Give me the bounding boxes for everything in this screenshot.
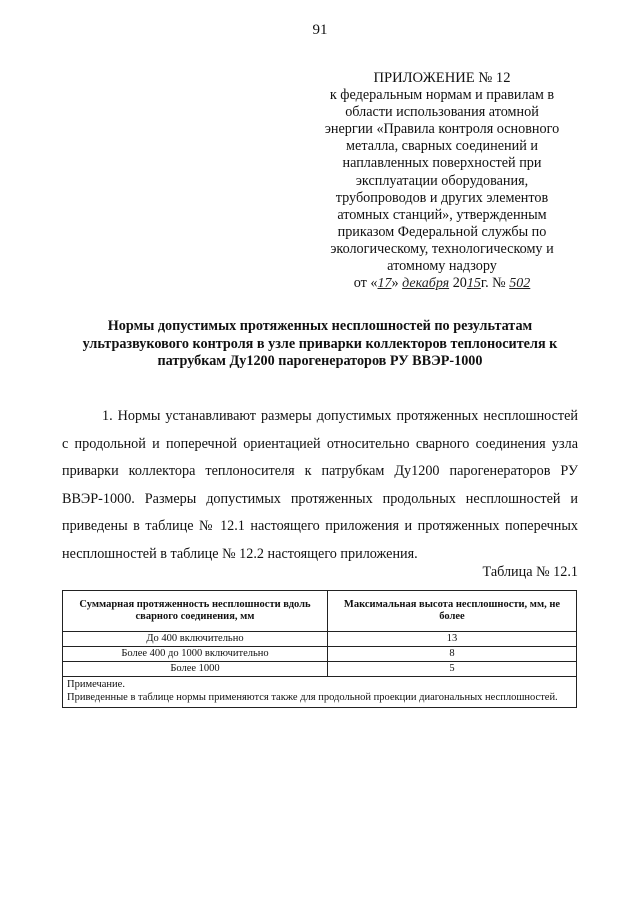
- table-header-length: Суммарная протяженность несплошности вдоль сварного соединения, мм: [63, 591, 328, 632]
- table-cell: 13: [328, 632, 577, 647]
- table-header-row: [63, 591, 577, 632]
- table-note: [63, 677, 577, 708]
- table-note-row: [63, 677, 577, 708]
- appendix-line: трубопроводов и других элементов: [335, 189, 549, 206]
- table-cell: Более 1000: [63, 662, 328, 677]
- appendix-line: к федеральным нормам и правилам в: [329, 87, 555, 104]
- page-number: 91: [312, 22, 328, 38]
- appendix-title: ПРИЛОЖЕНИЕ № 12: [373, 70, 511, 86]
- table-cell: Более 400 до 1000 включительно: [63, 647, 328, 662]
- document-title-line: патрубкам Ду1200 парогенераторов РУ ВВЭР-1000: [157, 353, 483, 370]
- table-cell: 8: [328, 647, 577, 662]
- table-row: [63, 632, 577, 647]
- document-title-line: ультразвукового контроля в узле приварки коллекторов теплоносителя к: [82, 335, 558, 352]
- table-header-height: Максимальная высота несплошности, мм, не более: [328, 591, 577, 632]
- table-cell: До 400 включительно: [63, 632, 328, 647]
- approval-day: 17: [377, 276, 392, 292]
- appendix-line: энергии «Правила контроля основного: [324, 121, 560, 138]
- approval-year: 15: [466, 276, 481, 292]
- norms-table: [62, 590, 577, 708]
- appendix-line: металла, сварных соединений и: [346, 138, 538, 155]
- appendix-line: экологическому, технологическому и: [330, 240, 554, 257]
- approval-mid: 20: [449, 275, 467, 292]
- appendix-line: атомному надзору: [387, 258, 497, 275]
- table-caption: Таблица № 12.1: [482, 564, 578, 580]
- appendix-line: приказом Федеральной службы по: [337, 223, 547, 240]
- appendix-header: [292, 70, 592, 292]
- approval-number: 502: [509, 276, 531, 292]
- table-cell: 5: [328, 662, 577, 677]
- appendix-line: наплавленных поверхностей при: [342, 155, 542, 172]
- table-note-text: Приведенные в таблице нормы применяются также для продольной проекции диагональных несплошностей.: [67, 691, 558, 703]
- document-title-line: Нормы допустимых протяженных несплошностей по результатам: [107, 318, 533, 334]
- approval-month: декабря: [402, 276, 450, 292]
- approval-line: [292, 275, 592, 292]
- table-note-label: Примечание.: [67, 679, 125, 690]
- table-row: [63, 662, 577, 677]
- approval-mid: г. №: [480, 275, 510, 292]
- table-row: [63, 647, 577, 662]
- appendix-line: атомных станций», утвержденным: [337, 206, 547, 223]
- approval-prefix: от «: [353, 275, 378, 292]
- approval-mid: »: [391, 275, 403, 292]
- body-paragraph: 1. Нормы устанавливают размеры допустимых протяженных несплошностей с продольной и поперечной ориентацией относительно сварного соединения узла приварки коллектора теплоносителя к патрубкам Ду1200 парогенераторов РУ ВВЭР-1000. Размеры допустимых протяженных продольных несплошностей и приведены в таблице № 12.1 настоящего приложения и протяженных поперечных несплошностей в таблице № 12.2 настоящего приложения.: [62, 408, 578, 562]
- document-title: [80, 318, 560, 371]
- appendix-line: эксплуатации оборудования,: [355, 172, 529, 189]
- appendix-line: области использования атомной: [345, 104, 539, 121]
